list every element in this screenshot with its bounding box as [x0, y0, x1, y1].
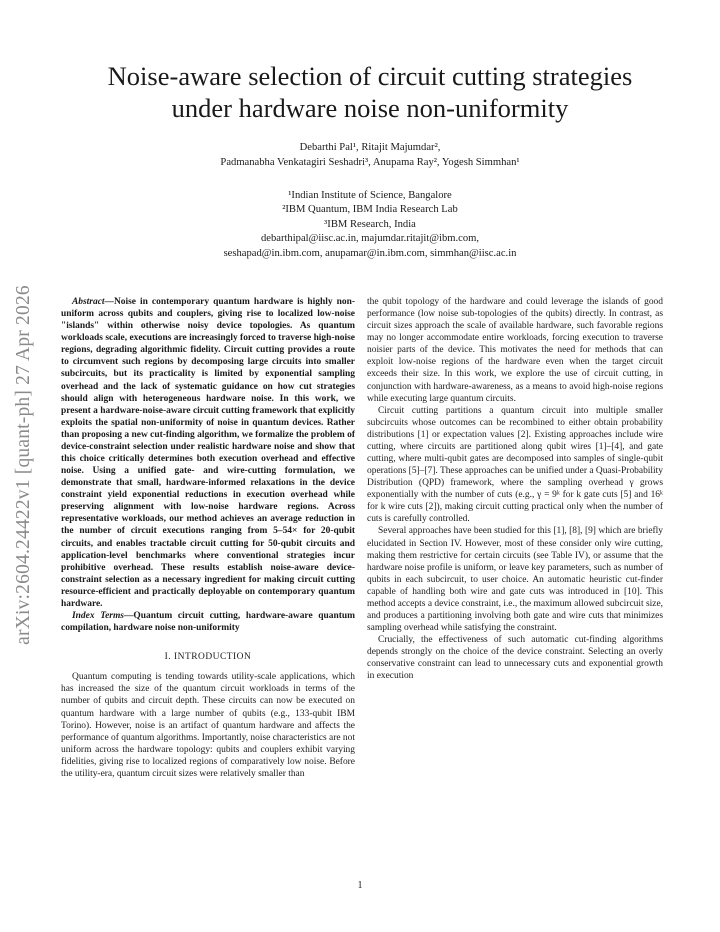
abstract: [61, 296, 355, 610]
right-column: [367, 296, 663, 683]
left-column: [61, 296, 355, 780]
intro-paragraph-1: Quantum computing is tending towards utility-scale applications, which has increased the size of the quantum circuit workloads in terms of the number of qubits and circuit depth. These circuits can now be executed on quantum hardware with a large number of qubits (e.g., 133-qubit IBM Torino). However, noise is an artifact of quantum hardware and affects the performance of quantum algorithms. Importantly, noise characteristics are not uniform across the hardware topology: qubits and couplers exhibit varying fidelities, giving rise to localized regions of comparatively low noise. Before the utility-era, quantum circuit sizes were relatively smaller than: [61, 672, 355, 779]
abstract-text: —Noise in contemporary quantum hardware is highly non-uniform across qubits and couplers, giving rise to localized low-noise "islands" within otherwise noisy device topologies. As quantum workloads scale, executions are increasingly forced to traverse high-noise regions, degrading algorithmic fidelity. Circuit cutting provides a route to circumvent such regions by decomposing large circuits into smaller subcircuits, but its practicality is limited by exponential sampling overhead and the lack of systematic guidance on how cut strategies should align with heterogeneous hardware noise. In this work, we present a hardware-noise-aware circuit cutting framework that explicitly exploits the spatial non-uniformity of noise in quantum devices. Rather than proposing a new cut-finding algorithm, we formalize the problem of device-constraint selection under realistic hardware noise and show that this choice critically determines both execution overhead and effective noise. Using a unified gate- and wire-cutting formulation, we demonstrate that small, hardware-informed relaxations in the device constraint yield exponential reductions in execution overhead while preserving alignment with low-noise hardware regions. Across representative workloads, our method achieves an average reduction in the number of circuit executions ranging from 5–54× for 20-qubit circuits, and enables tractable circuit cutting for 50-qubit circuits and application-level benchmarks where conventional strategies incur prohibitive overhead. These results establish noise-aware device-constraint selection as a necessary ingredient for making circuit cutting resource-efficient and practically deployable on contemporary quantum hardware.: [61, 297, 355, 609]
affiliation-1: ¹Indian Institute of Science, Bangalore: [288, 190, 452, 201]
title-line-1: Noise-aware selection of circuit cutting strategies: [107, 61, 633, 91]
arxiv-identifier-text: arXiv:2604.24422v1 [quant-ph] 27 Apr 2026: [13, 285, 35, 645]
index-terms-text: —Quantum circuit cutting, hardware-aware quantum compilation, hardware noise non-uniformity: [61, 611, 356, 634]
intro-paragraph-4: Several approaches have been studied for this [1], [8], [9] which are briefly elucidated in Section IV. However, most of these consider only wire cutting, making them restrictive for certain circuits (see Table IV), or assume that the hardware noise profile is uniform, or leave key parameters, such as number of qubits in each subcircuit, to user choice. An automatic heuristic cut-finder capable of handling both wire and gate cuts was introduced in [10]. This method accepts a device constraint, i.e., the maximum allowed subcircuit size, and produces a partitioning involving both gate and wire cuts that minimizes sampling overhead while satisfying the constraint.: [367, 526, 663, 634]
title-line-2: under hardware noise non-uniformity: [171, 93, 569, 123]
index-terms: [61, 610, 355, 634]
section-heading-introduction: I. INTRODUCTION: [164, 652, 252, 663]
affiliation-3: ³IBM Research, India: [324, 218, 416, 230]
authors-line-1: Debarthi Pal¹, Ritajit Majumdar²,: [299, 142, 441, 153]
page-number: 1: [357, 880, 363, 891]
arxiv-identifier: [4, 270, 44, 660]
emails-line-2: seshapad@in.ibm.com, anupamar@in.ibm.com, simmhan@iisc.ac.in: [223, 247, 517, 259]
abstract-label: Abstract: [72, 297, 105, 307]
affiliation-2: ²IBM Quantum, IBM India Research Lab: [282, 204, 458, 216]
emails-line-1: debarthipal@iisc.ac.in, majumdar.ritajit@ibm.com,: [260, 233, 480, 245]
index-terms-label: Index Terms: [72, 611, 124, 622]
authors-line-2: Padmanabha Venkatagiri Seshadri³, Anupama Ray², Yogesh Simmhan¹: [220, 156, 520, 168]
author-list: [60, 141, 680, 170]
intro-paragraph-2: the qubit topology of the hardware and could leverage the islands of good performance (low noise sub-topologies of the qubits) directly. In contrast, as circuit sizes approach the scale of available hardware, such favorable regions may no longer accommodate entire workloads, forcing execution to traverse noisier parts of the device. This motivates the need for methods that can exploit low-noise regions of the hardware even when the target circuit exceeds their size. In this work, we explore the use of circuit cutting, in conjunction with hardware-awareness, as a means to avoid high-noise regions while executing large quantum circuits.: [367, 297, 663, 404]
intro-paragraph-5: Crucially, the effectiveness of such automatic cut-finding algorithms depends strongly on the choice of the device constraint. Selecting an overly conservative constraint can lead to unnecessary cuts and exponential growth in execution: [367, 635, 663, 682]
affiliations: [60, 189, 680, 261]
paper-title: [60, 60, 680, 124]
intro-paragraph-3: Circuit cutting partitions a quantum circuit into multiple smaller subcircuits whose outcomes can be recombined to either obtain probability distributions [1] or expectation values [2]. Existing approaches include wire cutting, where circuits are partitioned along qubit wires [1]–[4], and gate cutting, where multi-qubit gates are decomposed into samples of single-qubit operations [5]–[7]. These approaches can be unified under a Quasi-Probability Distribution (QPD) framework, where the sampling overhead γ grows exponentially with the number of cuts (e.g., γ = 9ᵏ for k gate cuts [5] and 16ᵏ for k wire cuts [2]), making circuit cutting practical only when the number of cuts is carefully controlled.: [367, 405, 663, 525]
